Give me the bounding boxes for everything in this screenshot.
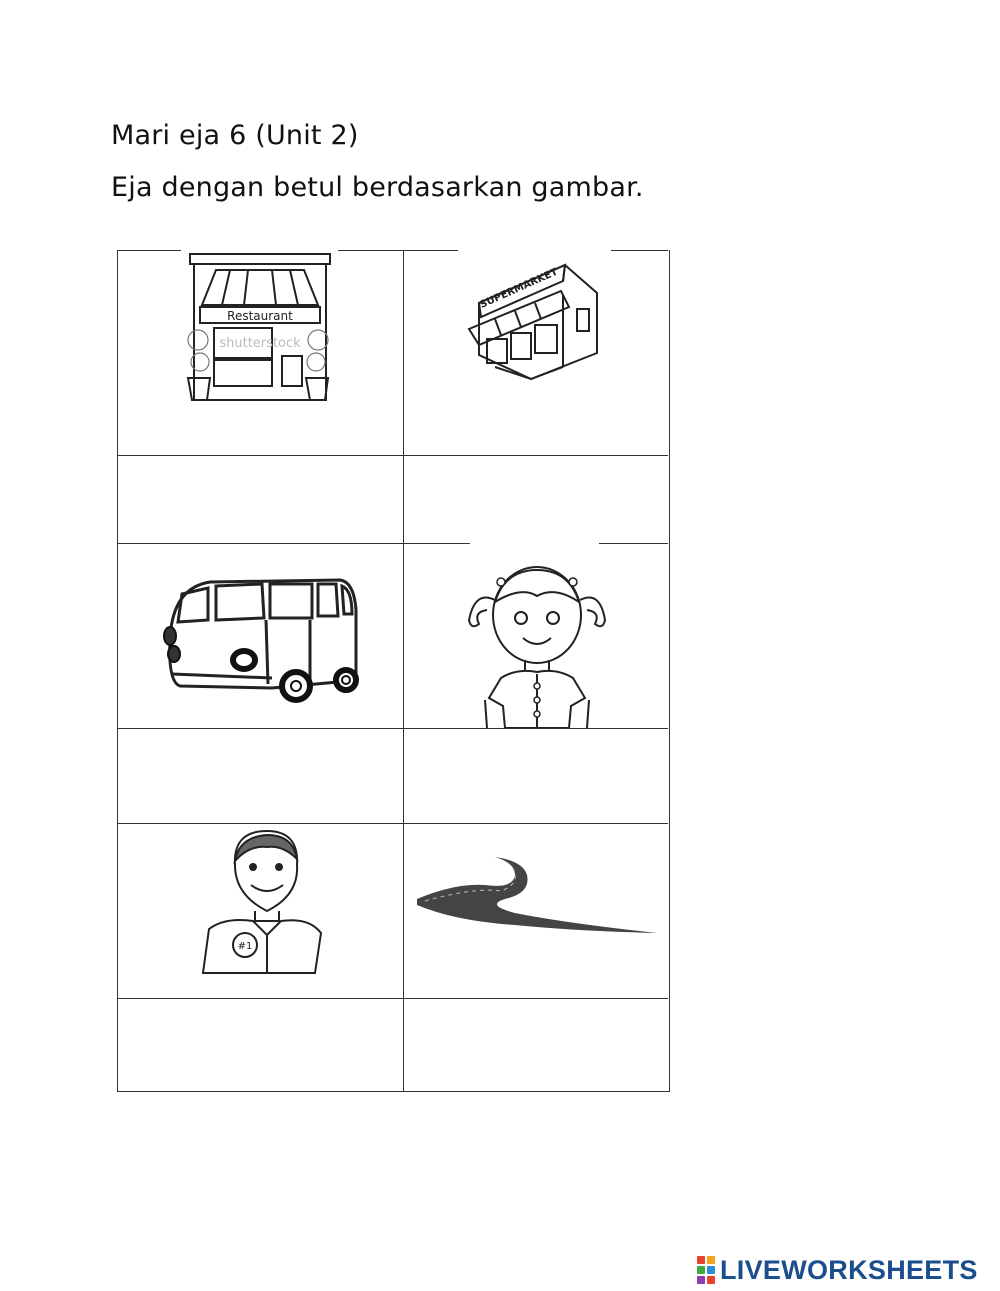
road-picture [415,855,660,935]
table-divider [117,728,668,729]
liveworksheets-logo [697,1255,978,1285]
answer-field-girl[interactable] [408,733,667,820]
table-divider [403,250,404,1091]
answer-field-man[interactable] [122,1003,402,1088]
table-divider [117,998,668,999]
worksheet-title: Mari eja 6 (Unit 2) [111,120,359,151]
badge-text: #1 [237,941,253,952]
table-divider [117,543,470,544]
table-divider [117,823,668,824]
answer-field-restaurant[interactable] [122,460,402,540]
van-picture [160,570,360,710]
logo-text: LIVEWORKSHEETS [720,1254,978,1285]
table-border [117,250,181,251]
table-border [338,250,458,251]
table-divider [599,543,668,544]
supermarket-picture [465,255,615,405]
answer-field-road[interactable] [408,1003,667,1088]
logo-icon [697,1256,715,1284]
supermarket-sign-text: SUPERMARKET [478,266,560,311]
restaurant-picture [178,250,338,405]
man-picture [195,825,325,975]
table-border [611,250,668,251]
girl-picture [465,560,610,728]
answer-field-van[interactable] [122,733,402,820]
table-divider [117,455,668,456]
watermark-text: shutterstock [219,336,301,351]
restaurant-sign-text: Restaurant [227,309,293,323]
worksheet-instruction: Eja dengan betul berdasarkan gambar. [111,172,644,203]
answer-field-supermarket[interactable] [408,460,667,540]
